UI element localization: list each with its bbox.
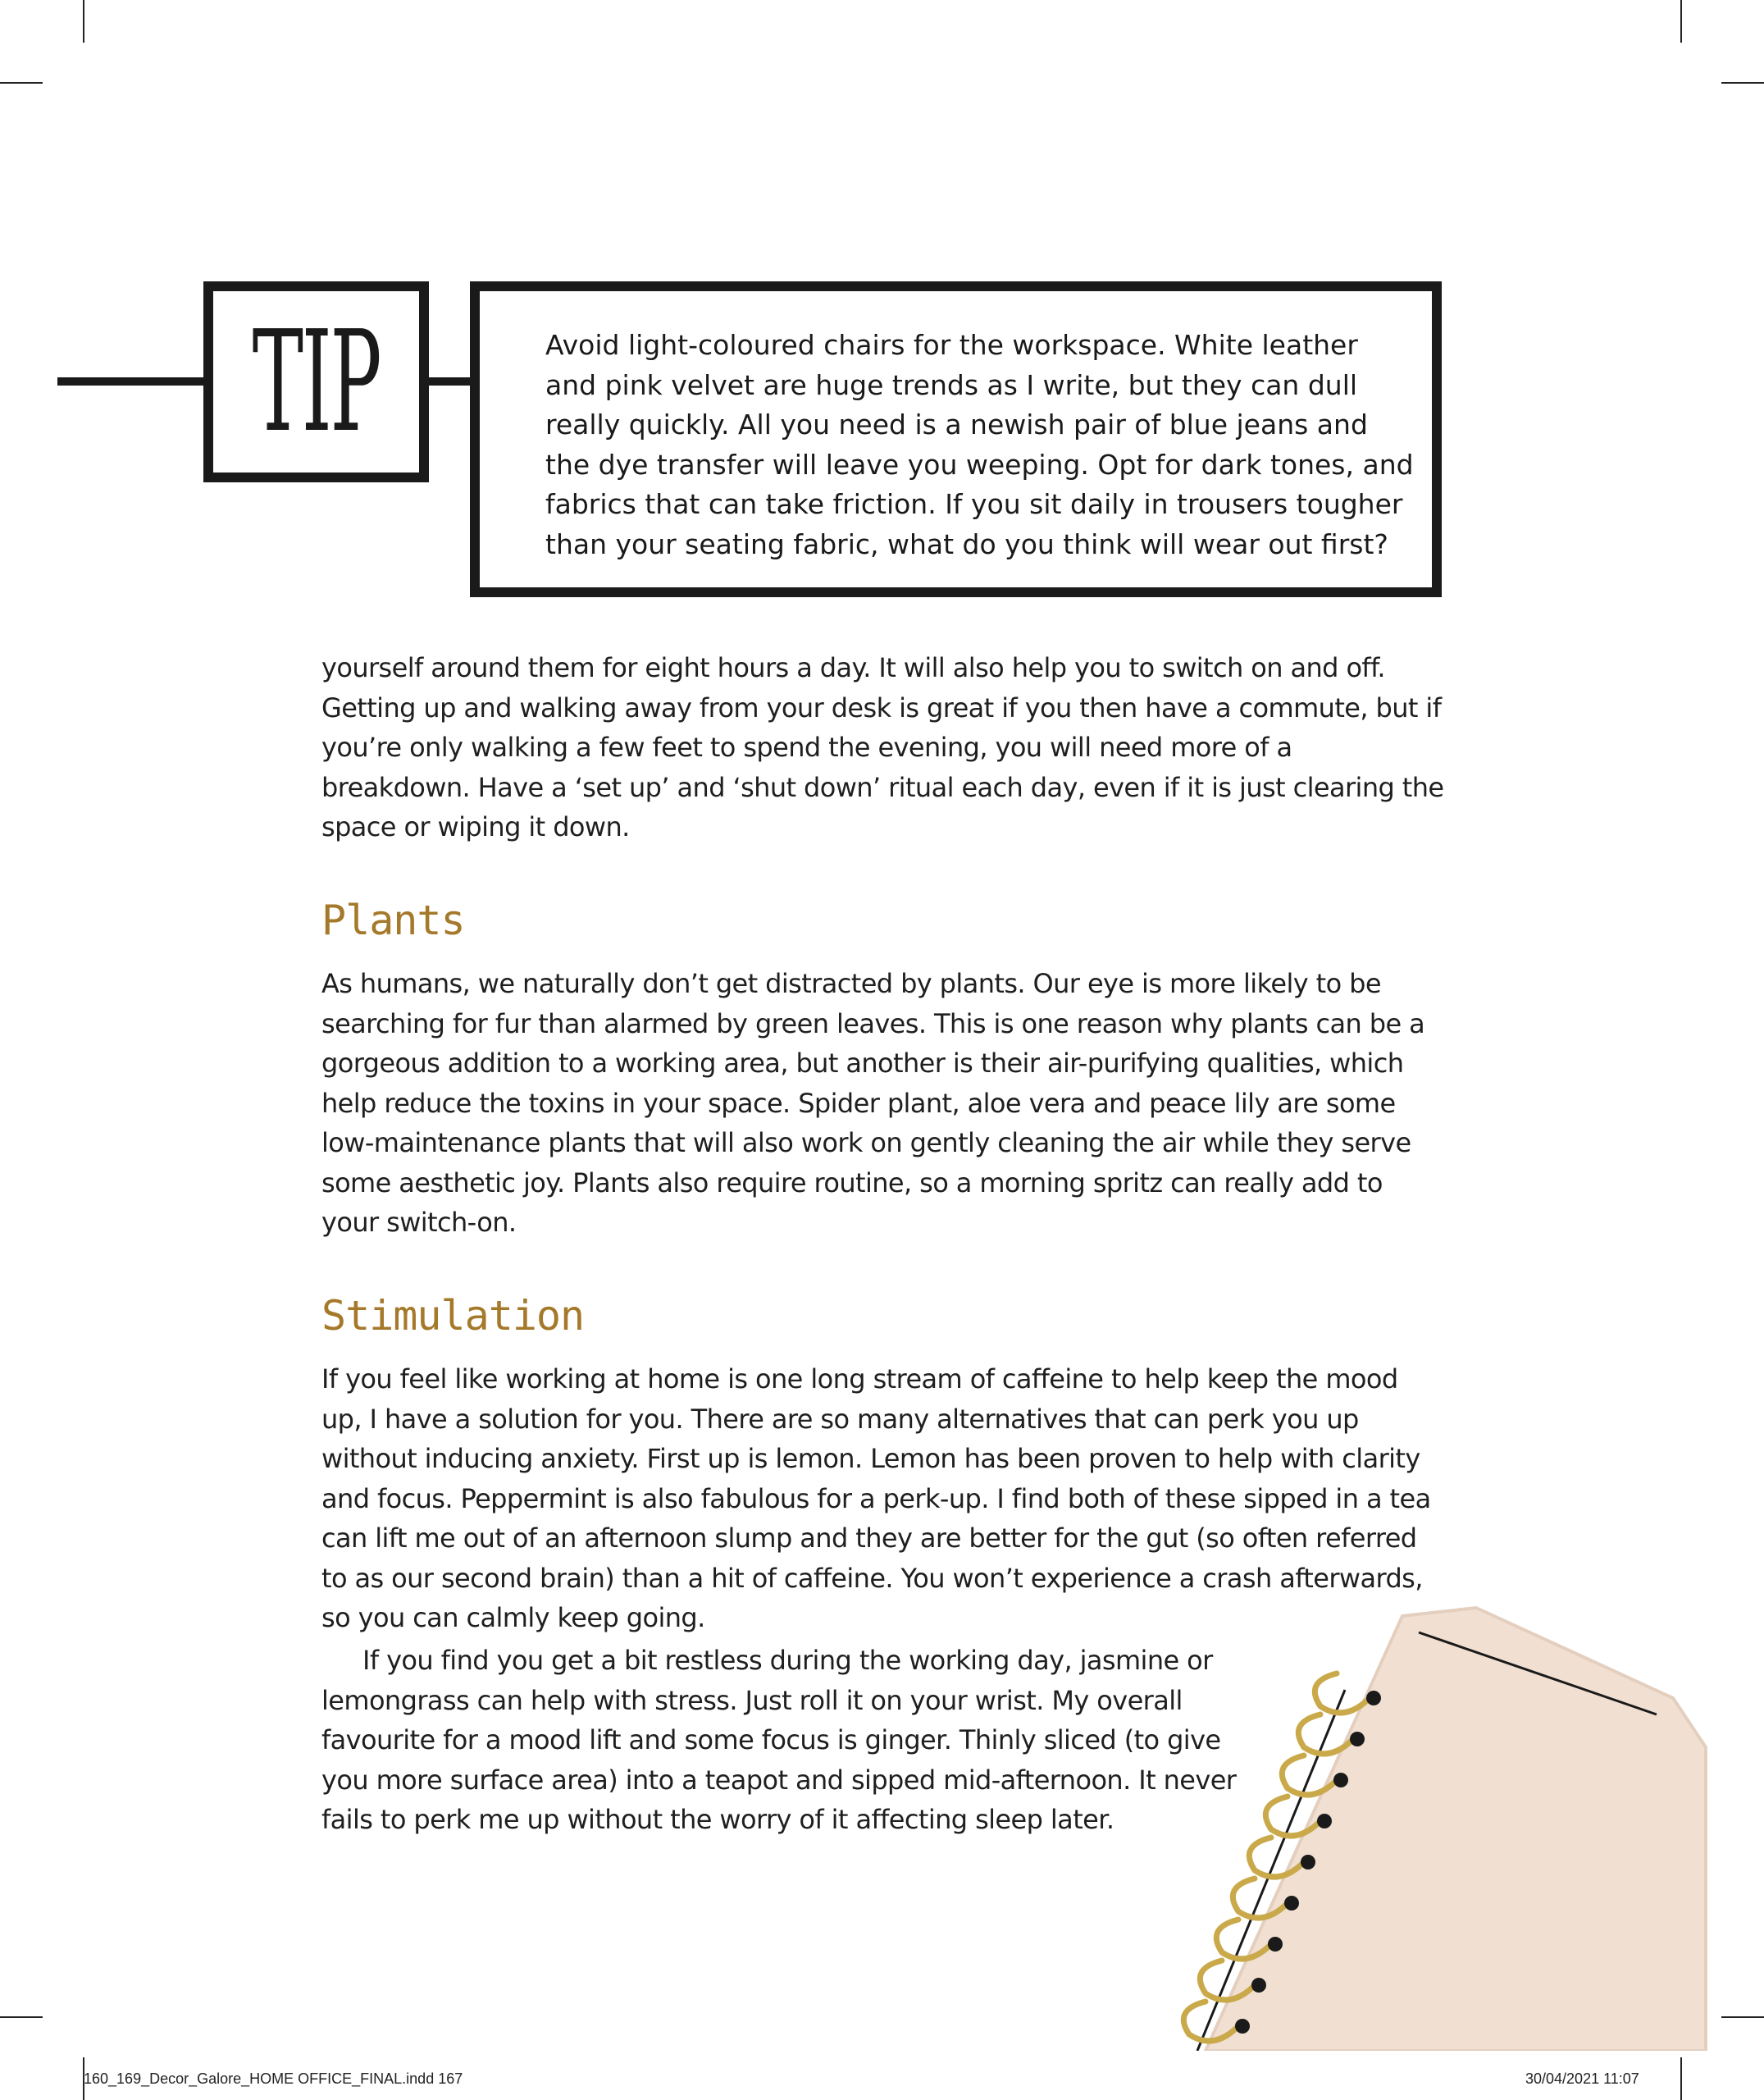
tip-text-box <box>470 281 1442 597</box>
stimulation-paragraph-1: If you feel like working at home is one long stream of caffeine to help keep the mood up, I have a solution for you. There are so many alternatives that can perk you up without inducing anxiety. First up is lemon. Lemon has been proven to help with clarity and focus. Peppermint is also fabulous for a perk-up. I find both of these sipped in a tea can lift me out of an afternoon slump and they are better for the gut (so often referred to as our second brain) than a hit of caffeine. You won’t experience a crash afterwards, so you can calmly keep going. <box>321 1363 1431 1633</box>
intro-paragraph: yourself around them for eight hours a day. It will also help you to switch on and off. Getting up and walking away from your desk is great if you then have a commute, but if you’re only walking a few feet to spend the evening, you will need more of a breakdown. Have a ‘set up’ and ‘shut down’ ritual each day, even if it is just clearing the space or wiping it down. <box>321 652 1444 842</box>
tip-text: Avoid light-coloured chairs for the workspace. White leather and pink velvet are huge trends as I write, but they can dull really quickly. All you need is a newish pair of blue jeans and the dye transfer will leave you weeping. Opt for dark tones, and fabrics that can take friction. If you sit daily in trousers tougher than your seating fabric, what do you think will wear out first? <box>545 329 1414 560</box>
tip-connector-left <box>57 377 205 386</box>
crop-mark <box>1680 0 1682 43</box>
crop-mark <box>1680 2057 1682 2100</box>
section-heading-stimulation: Stimulation <box>321 1292 585 1340</box>
crop-mark <box>0 82 43 84</box>
stimulation-paragraph-2: If you find you get a bit restless during the working day, jasmine or lemongrass can help with stress. Just roll it on your wrist. My overall favourite for a mood lift and some focus is ginger. Thinly sliced (to give you more surface area) into a teapot and sipped mid-afternoon. It never fails to perk me up without the worry of it affecting sleep later. <box>321 1645 1237 1835</box>
crop-mark <box>1721 2016 1764 2018</box>
footer-date: 30/04/2021 11:07 <box>1525 2070 1639 2087</box>
crop-mark <box>0 2016 43 2018</box>
section-heading-plants: Plants <box>321 897 465 944</box>
plants-paragraph: As humans, we naturally don’t get distracted by plants. Our eye is more likely to be searching for fur than alarmed by green leaves. This is one reason why plants can be a gorgeous addition to a working area, but another is their air-purifying qualities, which help reduce the toxins in your space. Spider plant, aloe vera and peace lily are some low-maintenance plants that will also work on gently cleaning the air while they serve some aesthetic joy. Plants also require routine, so a morning spritz can really add to your switch-on. <box>321 968 1425 1238</box>
tip-label: TIP <box>252 300 381 463</box>
notebook-illustration <box>1132 1591 1722 2051</box>
crop-mark <box>83 0 84 43</box>
tip-connector-right <box>426 377 472 386</box>
crop-mark <box>1721 82 1764 84</box>
footer-filename: 160_169_Decor_Galore_HOME OFFICE_FINAL.indd 167 <box>84 2070 463 2087</box>
tip-label-box <box>203 281 429 482</box>
